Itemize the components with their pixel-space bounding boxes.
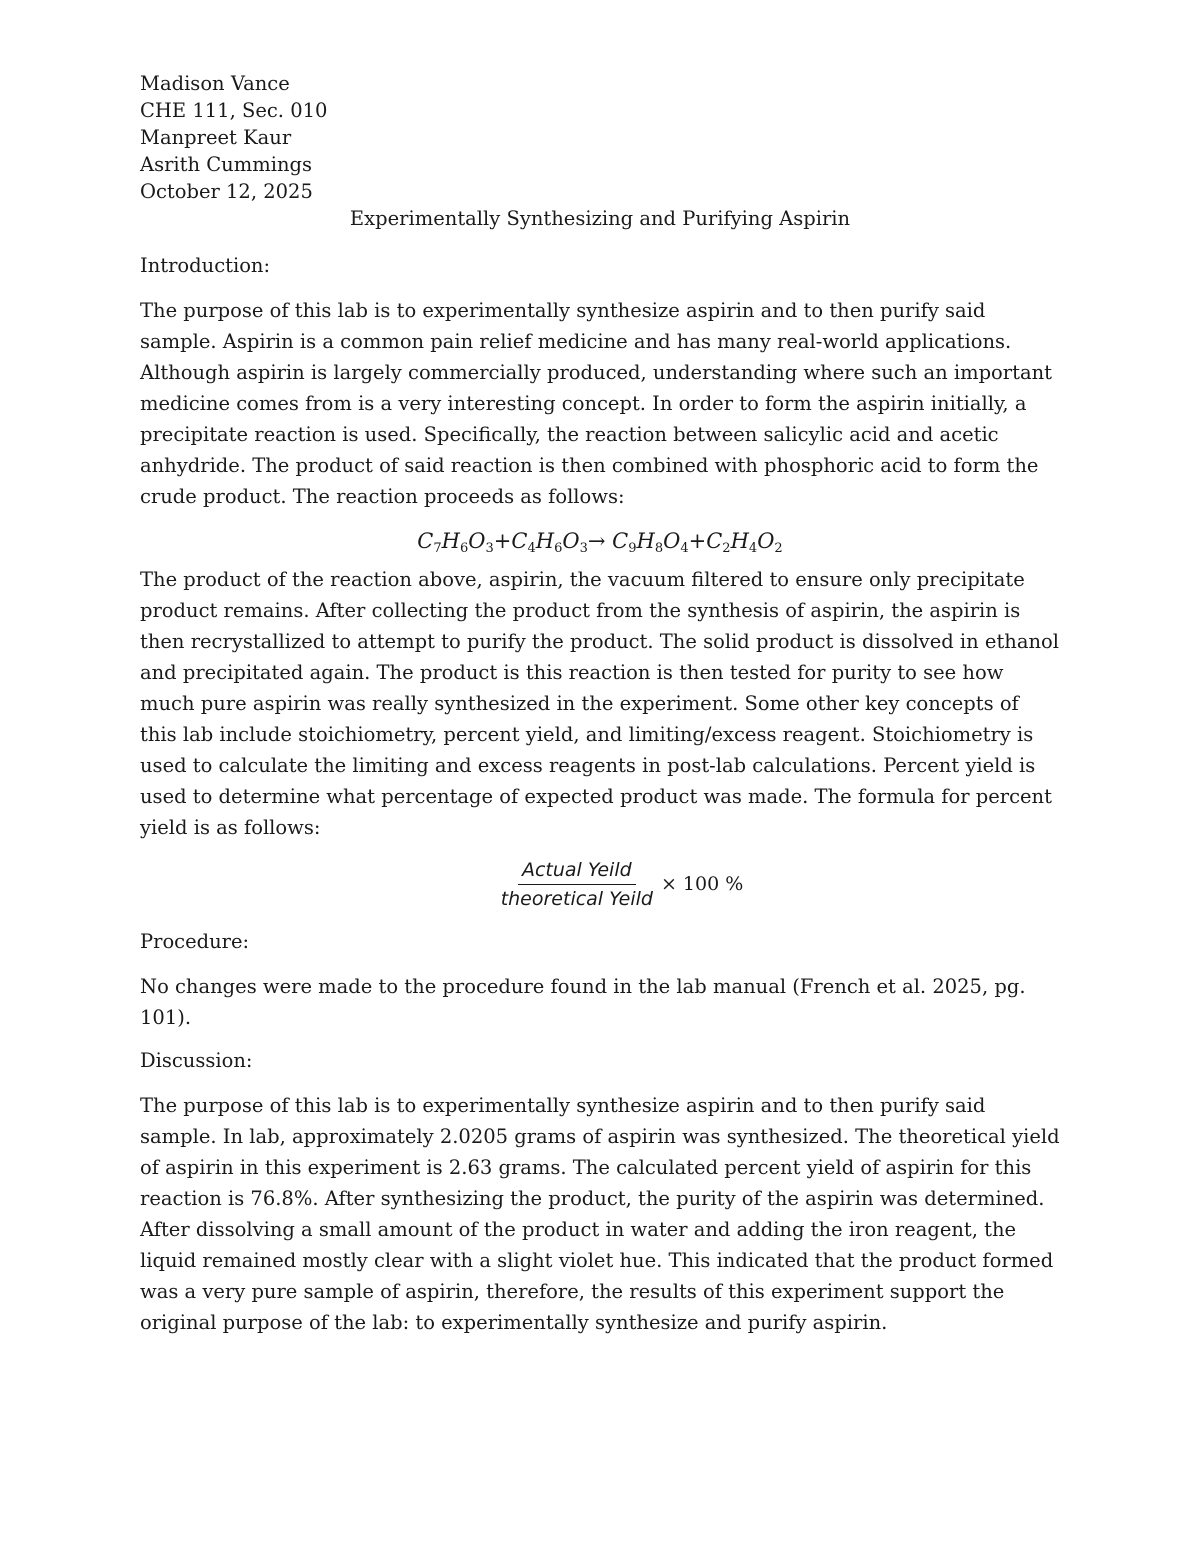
header-block [140,70,1060,205]
introduction-heading: Introduction: [140,254,271,277]
formula-numerator: Actual Yeild [518,857,636,885]
product-aspirin: $C_9H_8O_4$ [612,529,689,556]
document-title: Experimentally Synthesizing and Purifying Aspirin [349,207,851,230]
reaction-arrow: → [587,529,606,553]
author-name: Madison Vance [140,72,290,95]
reaction-equation [140,526,1060,564]
discussion-paragraph: The purpose of this lab is to experimentally synthesize aspirin and to then purify said sample. In lab, approximately 2.0205 grams of aspirin was synthesized. The theoretical yield of aspirin in this experiment is 2.63 grams. The calculated percent yield of aspirin for this reaction is 76.8%. After synthesizing the product, the purity of the aspirin was determined. After dissolving a small amount of the product in water and adding the iron reagent, the liquid remained mostly clear with a slight violet hue. This indicated that the product formed was a very pure sample of aspirin, therefore, the results of this experiment support the original purpose of the lab: to experimentally synthesize and purify aspirin. [140,1094,1060,1334]
partner-name-2: Asrith Cummings [140,153,312,176]
introduction-paragraph-2: The product of the reaction above, aspirin, the vacuum filtered to ensure only precipitate product remains. After collecting the product from the synthesis of aspirin, the aspirin is then recrystallized to attempt to purify the product. The solid product is dissolved in ethanol and precipitated again. The product is this reaction is then tested for purity to see how much pure aspirin was really synthesized in the experiment. Some other key concepts of this lab include stoichiometry, percent yield, and limiting/excess reagent. Stoichiometry is used to calculate the limiting and excess reagents in post-lab calculations. Percent yield is used to determine what percentage of expected product was made. The formula for percent yield is as follows: [140,568,1060,839]
formula-denominator: theoretical Yeild [500,888,653,910]
report-date: October 12, 2025 [140,180,313,203]
product-acetic-acid: $C_2H_4O_2$ [706,529,783,556]
formula-multiplier: × 100 % [660,873,744,895]
introduction-paragraph-1: The purpose of this lab is to experimentally synthesize aspirin and to then purify said sample. Aspirin is a common pain relief medicine and has many real-world applications. Although aspirin is largely commercially produced, understanding where such an important medicine comes from is a very interesting concept. In order to form the aspirin initially, a precipitate reaction is used. Specifically, the reaction between salicylic acid and acetic anhydride. The product of said reaction is then combined with phosphoric acid to form the crude product. The reaction proceeds as follows: [140,299,1052,508]
partner-name-1: Manpreet Kaur [140,126,292,149]
course-section: CHE 111, Sec. 010 [140,99,328,122]
yield-fraction [497,857,657,912]
procedure-paragraph: No changes were made to the procedure found in the lab manual (French et al. 2025, pg. 101). [140,975,1026,1029]
reactant-acetic-anhydride: $C_4H_6O_3$ [511,529,588,556]
reactant-salicylic-acid: $C_7H_6O_3$ [417,529,494,556]
plus-sign: + [688,529,707,553]
plus-sign: + [493,529,512,553]
document-page [140,70,1060,1352]
discussion-heading: Discussion: [140,1049,253,1072]
procedure-heading: Procedure: [140,930,250,953]
percent-yield-formula [140,857,1060,912]
